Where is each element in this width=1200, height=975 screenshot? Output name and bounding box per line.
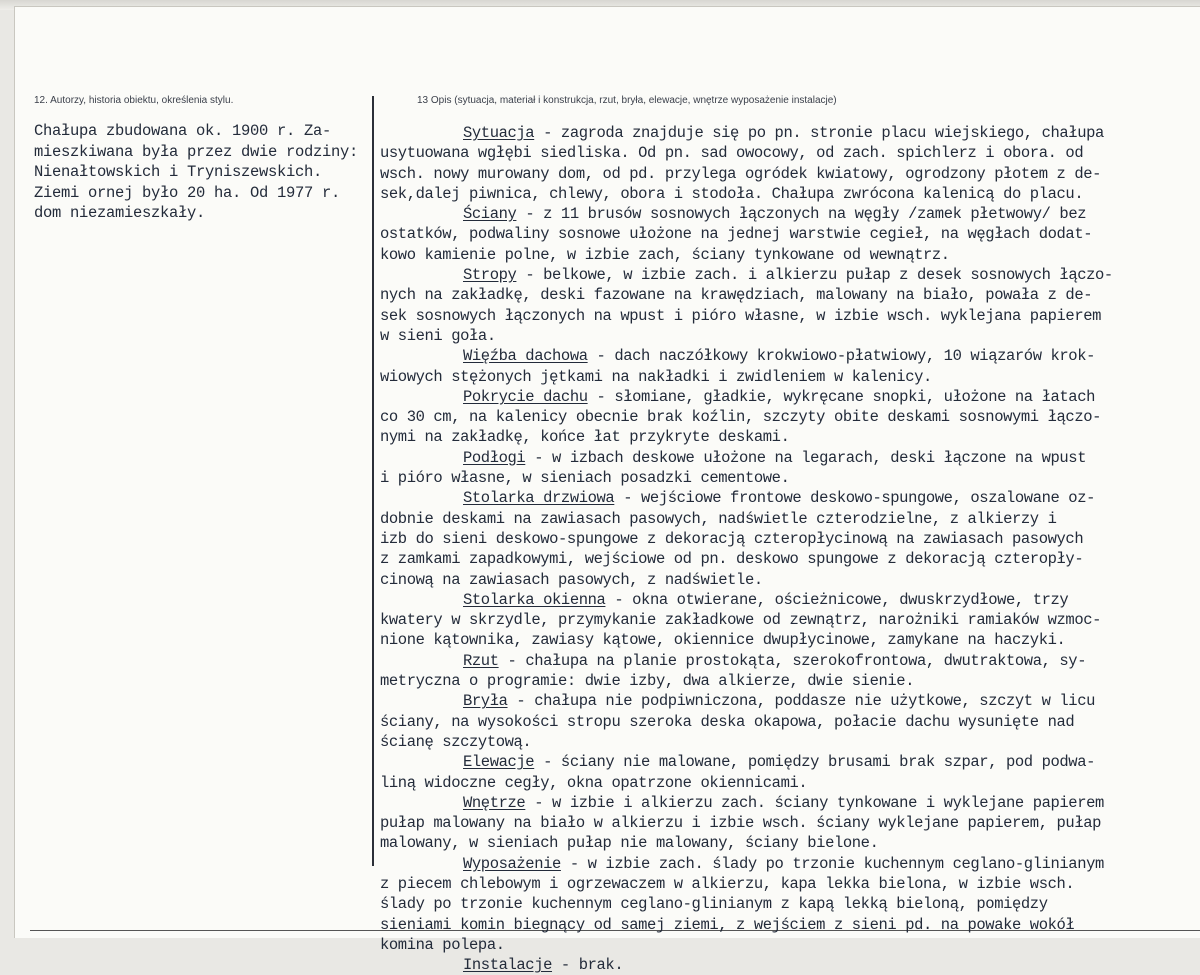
description-line xyxy=(380,468,1190,488)
description-section xyxy=(380,793,1190,854)
section-heading: Więźba dachowa xyxy=(463,347,588,366)
description-line xyxy=(380,773,1190,793)
description-line xyxy=(380,224,1190,244)
description-line xyxy=(380,833,1190,853)
line-text: - dach naczółkowy krokwiowo-płatwiowy, 10 wiązarów krok- xyxy=(587,347,1096,366)
description-line xyxy=(380,285,1190,305)
description-line xyxy=(380,164,1190,184)
description-section xyxy=(380,651,1190,692)
description-line xyxy=(380,529,1190,549)
description-line xyxy=(380,367,1190,387)
line-text: cinową na zawiasach pasowych, z nadświetle. xyxy=(380,570,763,589)
section-heading: Sytuacja xyxy=(463,124,535,142)
description-line xyxy=(380,123,1190,143)
line-text: i pióro własne, w sieniach posadzki cementowe. xyxy=(380,469,790,488)
description-section xyxy=(380,752,1190,793)
line-text: sieniami komin biegnący od samej ziemi, z wejściem z sieni pd. na powake wokół xyxy=(380,915,1075,934)
description-line xyxy=(380,387,1190,407)
description-section xyxy=(380,854,1190,955)
description-line xyxy=(380,793,1190,813)
line-text: wiowych stężonych jętkami na nakładki i zwidleniem w kalenicy. xyxy=(380,367,932,386)
description-line xyxy=(380,326,1190,346)
description-line xyxy=(380,570,1190,590)
line-text: nione kątownika, zawiasy kątowe, okiennice dwupłycinowe, zamykane na haczyki. xyxy=(380,631,1066,650)
description-line xyxy=(380,955,1190,975)
description-line xyxy=(380,651,1190,671)
line-text: - chałupa na planie prostokąta, szerokofrontowa, dwutraktowa, sy- xyxy=(498,651,1087,670)
description-line xyxy=(380,549,1190,569)
line-text: ślady po trzonie kuchennym ceglano-glinianym z kapą lekką bieloną, pomiędzy xyxy=(380,895,1048,914)
section-heading: Pokrycie dachu xyxy=(463,387,588,406)
description-section xyxy=(380,590,1190,651)
description-section xyxy=(380,488,1190,589)
line-text: sek,dalej piwnica, chlewy, obora i stodoła. Chałupa zwrócona kalenicą do placu. xyxy=(380,184,1084,203)
section-heading: Stolarka drzwiowa xyxy=(463,489,615,508)
description-text xyxy=(380,123,1190,975)
description-line xyxy=(380,184,1190,204)
line-text: - belkowe, w izbie zach. i alkierzu pułap z desek sosnowych łączo- xyxy=(516,266,1113,285)
line-text: - brak. xyxy=(552,956,624,975)
line-text: - z 11 brusów sosnowych łączonych na węgły /zamek płetwowy/ bez xyxy=(516,205,1087,224)
description-line xyxy=(380,590,1190,610)
section-heading: Stropy xyxy=(463,266,517,285)
line-text: - zagroda znajduje się po pn. stronie placu wiejskiego, chałupa xyxy=(534,124,1104,142)
description-line xyxy=(380,509,1190,529)
description-line xyxy=(380,854,1190,874)
section-heading: Ściany xyxy=(463,205,517,224)
description-line xyxy=(380,732,1190,752)
section-heading: Wyposażenie xyxy=(463,854,561,873)
line-text: komina polepa. xyxy=(380,935,505,954)
description-line xyxy=(380,265,1190,285)
line-text: - w izbie zach. ślady po trzonie kuchennym ceglano-glinianym xyxy=(560,854,1104,873)
description-line xyxy=(380,204,1190,224)
description-line xyxy=(380,630,1190,650)
line-text: - w izbach deskowe ułożone na legarach, deski łączone na wpust xyxy=(525,448,1087,467)
description-line xyxy=(380,712,1190,732)
description-line xyxy=(380,915,1190,935)
section-heading: Elewacje xyxy=(463,753,535,772)
line-text: pułap malowany na biało w alkierzu i izbie wsch. ściany wyklejane papierem, pułap xyxy=(380,814,1102,833)
line-text: w sieni goła. xyxy=(380,326,496,345)
line-text: kwatery w skrzydle, przymykanie zakładkowe od zewnątrz, narożniki ramiaków wzmoc- xyxy=(380,611,1102,630)
section-heading: Stolarka okienna xyxy=(463,590,606,609)
line-text: - wejściowe frontowe deskowo-spungowe, oszalowane oz- xyxy=(614,489,1096,508)
description-section xyxy=(380,387,1190,448)
line-text: nych na zakładkę, deski fazowane na krawędziach, malowany na biało, powała z de- xyxy=(380,286,1093,305)
description-line xyxy=(380,671,1190,691)
section-heading: Rzut xyxy=(463,651,499,670)
section-heading: Wnętrze xyxy=(463,793,526,812)
description-line xyxy=(380,894,1190,914)
column-divider xyxy=(372,96,374,866)
line-text: - chałupa nie podpiwniczona, poddasze nie użytkowe, szczyt w licu xyxy=(507,692,1096,711)
line-text: kowo kamienie polne, w izbie zach, ściany tynkowane od wewnątrz. xyxy=(380,245,950,264)
line-text: liną widoczne cegły, okna opatrzone okiennicami. xyxy=(380,773,808,792)
description-section xyxy=(380,691,1190,752)
line-text: z piecem chlebowym i ogrzewaczem w alkierzu, kapa lekka bielona, w izbie wsch. xyxy=(380,874,1075,893)
line-text: z zamkami zapadkowymi, wejściowe od pn. deskowo spungowe z dekoracją czteropły- xyxy=(380,550,1084,569)
description-line xyxy=(380,306,1190,326)
line-text: sek sosnowych łączonych na wpust i pióro własne, w izbie wsch. wyklejana papierem xyxy=(380,306,1102,325)
line-text: ostatków, podwaliny sosnowe ułożone na jednej warstwie cegieł, na węgłach dodat- xyxy=(380,225,1093,244)
description-line xyxy=(380,610,1190,630)
line-text: nymi na zakładkę, końce łat przykryte deskami. xyxy=(380,428,790,447)
description-section xyxy=(380,955,1190,975)
line-text: co 30 cm, na kalenicy obecnie brak koźlin, szczyty obite deskami sosnowymi łączo- xyxy=(380,408,1102,427)
description-line xyxy=(380,935,1190,955)
line-text: malowany, w sieniach pułap nie malowany, ściany bielone. xyxy=(380,834,879,853)
description-section xyxy=(380,204,1190,265)
line-text: - w izbie i alkierzu zach. ściany tynkowane i wyklejane papierem xyxy=(525,793,1104,812)
description-line xyxy=(380,813,1190,833)
line-text: ściany, na wysokości stropu szeroka deska okapowa, połacie dachu wysunięte nad xyxy=(380,712,1075,731)
description-line xyxy=(380,448,1190,468)
line-text: usytuowana wgłębi siedliska. Od pn. sad owocowy, od zach. spichlerz i obora. od xyxy=(380,144,1084,163)
line-text: metryczna o programie: dwie izby, dwa alkierze, dwie sienie. xyxy=(380,672,915,691)
description-line xyxy=(380,143,1190,163)
description-line xyxy=(380,488,1190,508)
section-13-header: 13 Opis (sytuacja, materiał i konstrukcja, rzut, bryła, elewacje, wnętrze wyposażenie instalacje) xyxy=(417,95,837,106)
line-text: - ściany nie malowane, pomiędzy brusami brak szpar, pod podwa- xyxy=(534,753,1096,772)
description-line xyxy=(380,245,1190,265)
description-section xyxy=(380,123,1190,204)
description-section xyxy=(380,448,1190,489)
description-line xyxy=(380,874,1190,894)
description-line xyxy=(380,691,1190,711)
description-line xyxy=(380,752,1190,772)
description-section xyxy=(380,265,1190,346)
history-text: Chałupa zbudowana ok. 1900 r. Za- mieszkiwana była przez dwie rodziny: Nienałtowskich i Tryniszewskich. Ziemi ornej było 20 ha. Od 1977 r. dom niezamieszkały. xyxy=(34,122,359,222)
section-heading: Instalacje xyxy=(463,956,553,975)
section-heading: Bryła xyxy=(463,692,508,711)
description-section xyxy=(380,346,1190,387)
description-line xyxy=(380,427,1190,447)
line-text: - okna otwierane, ościeżnicowe, dwuskrzydłowe, trzy xyxy=(605,590,1069,609)
line-text: ścianę szczytową. xyxy=(380,732,532,751)
section-heading: Podłogi xyxy=(463,448,526,467)
description-line xyxy=(380,407,1190,427)
description-line xyxy=(380,346,1190,366)
line-text: wsch. nowy murowany dom, od pd. przylega ogródek kwiatowy, ogrodzony płotem z de- xyxy=(380,164,1102,183)
line-text: dobnie deskami na zawiasach pasowych, nadświetle czterodzielne, z alkierzy i xyxy=(380,509,1057,528)
section-12-header: 12. Autorzy, historia obiektu, określenia stylu. xyxy=(34,95,234,106)
line-text: - słomiane, gładkie, wykręcane snopki, ułożone na łatach xyxy=(587,387,1096,406)
line-text: izb do sieni deskowo-spungowe z dekoracją czteropłycinową na zawiasach pasowych xyxy=(380,529,1084,548)
